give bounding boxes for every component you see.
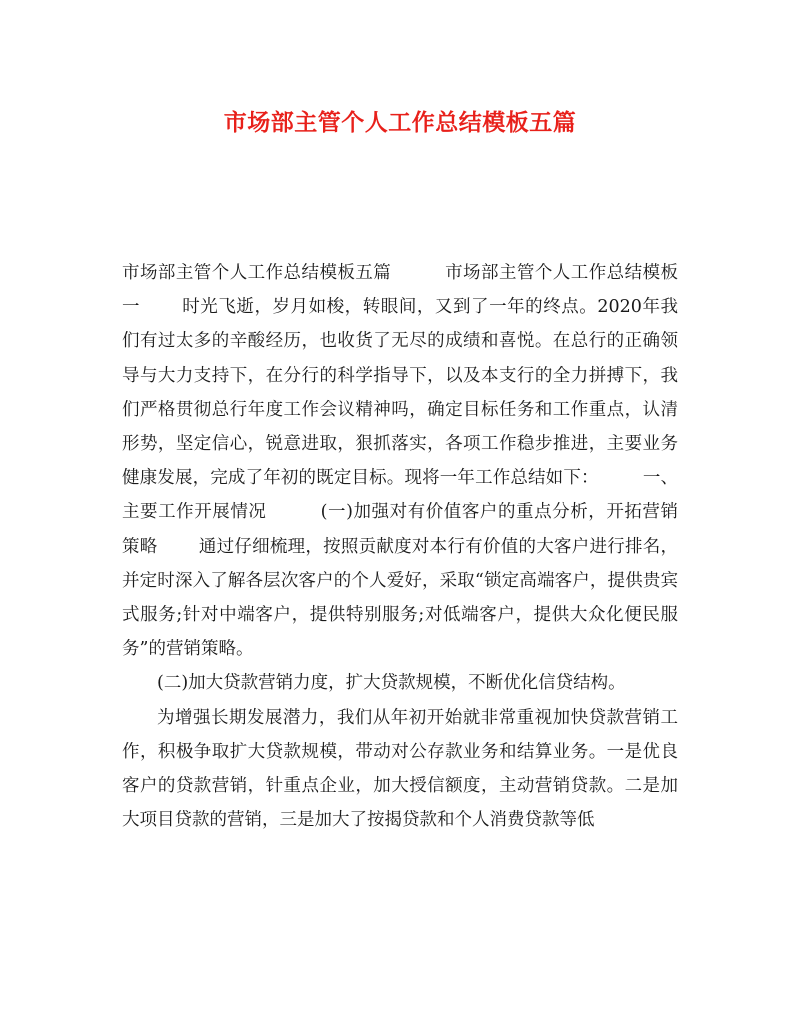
paragraph-intro: 市场部主管个人工作总结模板五篇 市场部主管个人工作总结模板一 时光飞逝，岁月如梭，转眼间，又到了一年的终点。2020年我们有过太多的辛酸经历，也收货了无尽的成绩和喜悦。在总行的正确领导与大力支持下，在分行的科学指导下，以及本支行的全力拼搏下，我们严格贯彻总行年度工作会议精神吗，确定目标任务和工作重点，认清形势，坚定信心，锐意进取，狠抓落实，各项工作稳步推进，主要业务健康发展，完成了年初的既定目标。现将一年工作总结如下： 一、主要工作开展情况 (一)加强对有价值客户的重点分析，开拓营销策略 通过仔细梳理，按照贡献度对本行有价值的大客户进行排名，并定时深入了解各层次客户的个人爱好，采取“锁定高端客户，提供贵宾式服务;针对中端客户，提供特别服务;对低端客户，提供大众化便民服务”的营销策略。 (122, 263, 678, 660)
paragraph-loan-marketing-heading: (二)加大贷款营销力度，扩大贷款规模，不断优化信贷结构。 (157, 673, 626, 694)
document-body (122, 256, 678, 837)
document-title: 市场部主管个人工作总结模板五篇 (223, 109, 577, 136)
paragraph-loan-marketing-detail: 为增强长期发展潜力，我们从年初开始就非常重视加快贷款营销工作，积极争取扩大贷款规模，带动对公存款业务和结算业务。一是优良客户的贷款营销，针重点企业，加大授信额度，主动营销贷款。二是加大项目贷款的营销，三是加大了按揭贷款和个人消费贷款等低 (122, 707, 678, 831)
